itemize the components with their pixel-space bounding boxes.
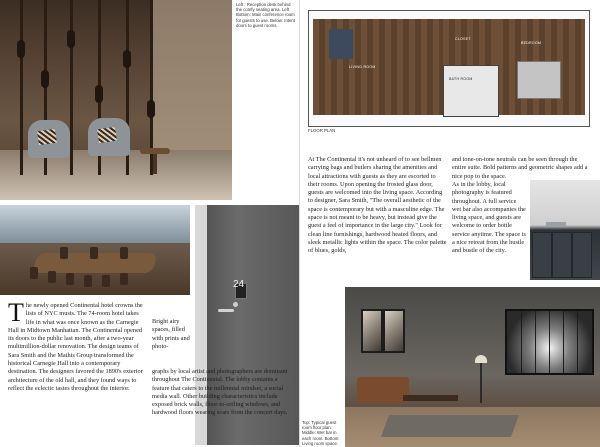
- living-room-caption: Top: Typical guest room floor plan. Middle: Wet bar in each room. Bottom: Living room space.: [302, 420, 340, 446]
- lobby-rod-pod: [147, 100, 155, 118]
- coffee-table: [403, 395, 458, 401]
- conference-chair: [66, 273, 74, 285]
- wall-art-right: [383, 309, 405, 353]
- lobby-rod: [20, 0, 23, 175]
- lobby-caption: Left : Reception desk behind the comfy seating area. Left Bottom: Main conference room for guests to use. Below: Intent doors to guest rooms.: [236, 2, 295, 28]
- right-column-2-top: and tone-on-tone neutrals can be seen through the entire suite. Bold patterns and geometric shapes add a nice pop to the space.: [452, 156, 588, 180]
- article-column-2-bottom: graphs by local artist and photographers are dominant throughout The Continental. The lobby contains a feature that caters to the millennial mindset, a social media wall. Other building characteristics include exposed brick walls, floor-to-ceiling windows, and hardwood floors wearing scars from the concert days.: [152, 368, 288, 417]
- plan-bed: [517, 61, 561, 99]
- conference-chair: [30, 267, 38, 279]
- wall-art-left: [361, 309, 383, 353]
- bridge-girder: [563, 311, 564, 373]
- conference-room-photo: [0, 205, 190, 295]
- plan-label-bathroom: BATH ROOM: [449, 77, 473, 81]
- conference-chair: [120, 247, 128, 259]
- wet-bar-cabinet: [572, 232, 592, 278]
- plan-closet: [443, 19, 497, 65]
- lobby-back-wall: [150, 0, 232, 150]
- wet-bar-cabinet: [532, 232, 552, 278]
- bridge-girder: [535, 311, 536, 373]
- lobby-side-table-leg: [153, 154, 157, 174]
- wet-bar-sink: [546, 222, 566, 226]
- plan-label-living: LIVING ROOM: [349, 65, 376, 69]
- article-column-1: [8, 298, 148, 393]
- lobby-pillow: [37, 129, 57, 145]
- door-lock: [233, 302, 238, 307]
- conference-chair: [120, 273, 128, 285]
- plan-label-closet: CLOSET: [455, 37, 471, 41]
- door-number: 24: [233, 279, 245, 290]
- conference-chair: [48, 271, 56, 283]
- right-column-1: At The Continental it's not unheard of to see bellmen carrying bags and butlers sharing the amenities and local attractions with guests as they are escorted to their rooms. Upon opening the frosted glass door, guests are welcomed into the living space. According to designer, Sara Smith, "The overall aesthetic of the space is contemporary but with a masculine edge. The space is not meant to be heavy, but instead give the guest a feel of importance in the large city." Look for clean line furnishings, hardwood heated floors, and sleek metallic lights within the space. The color palette of blues, golds,: [308, 156, 447, 255]
- leather-armchair: [357, 377, 409, 403]
- conference-chair: [84, 275, 92, 287]
- right-page: [300, 0, 600, 447]
- lobby-photo: [0, 0, 232, 200]
- plan-rug: [329, 29, 353, 59]
- plan-bathroom: [443, 65, 499, 117]
- lobby-rod-pod: [123, 50, 131, 68]
- living-room-photo: [345, 287, 600, 447]
- lobby-rod: [70, 0, 73, 175]
- floor-plan: [308, 10, 590, 127]
- article-dropcap: T: [8, 298, 24, 327]
- lobby-rod-pod: [17, 40, 25, 58]
- bridge-photograph: [505, 309, 594, 375]
- right-column-2-bottom: As in the lobby, local photography is featured throughout. A full service wet bar also accompanies the living space, and guests are welcome to order bottle service anytime. The space is a nice retreat from the hustle and bustle of the city.: [452, 181, 526, 255]
- door-handle: [218, 309, 234, 312]
- bridge-girder: [549, 311, 550, 373]
- pendant-lamp: [475, 355, 487, 363]
- article-column-2-top: Bright airy spaces, filled with prints and photo-: [152, 318, 190, 350]
- conference-chair: [90, 247, 98, 259]
- wet-bar-cabinet: [552, 232, 572, 278]
- conference-chair: [102, 275, 110, 287]
- bridge-girder: [577, 311, 578, 373]
- wet-bar-photo: [530, 180, 600, 280]
- living-rug: [381, 415, 519, 437]
- plan-label-bedroom: BEDROOM: [521, 41, 542, 45]
- bridge-girder: [521, 311, 522, 373]
- lobby-rod-pod: [95, 85, 103, 103]
- plan-caption: FLOOR PLAN: [308, 128, 336, 133]
- lobby-pillow: [97, 127, 117, 143]
- conference-chair: [60, 247, 68, 259]
- lamp-stem: [480, 363, 482, 403]
- article-column-1-text: he newly opened Continental hotel crowns the lists of NYC musts. The 74-room hotel takes life in what was once known as the Carnegie Hall in Midtown Manhattan. The Continental opened its doors to the public last month, after a two-year multimillion-dollar renovation. The design teams of Sara Smith and the Mathis Group transformed the historical Carnegie Hall into a contemporary destination. The designers favored the 1890's exterior architecture of the old hall, and they found ways to reflect the eclectic tastes throughout the interior.: [8, 302, 143, 392]
- lobby-rod-pod: [41, 70, 49, 88]
- conference-windows: [0, 205, 190, 243]
- lobby-rod-pod: [67, 30, 75, 48]
